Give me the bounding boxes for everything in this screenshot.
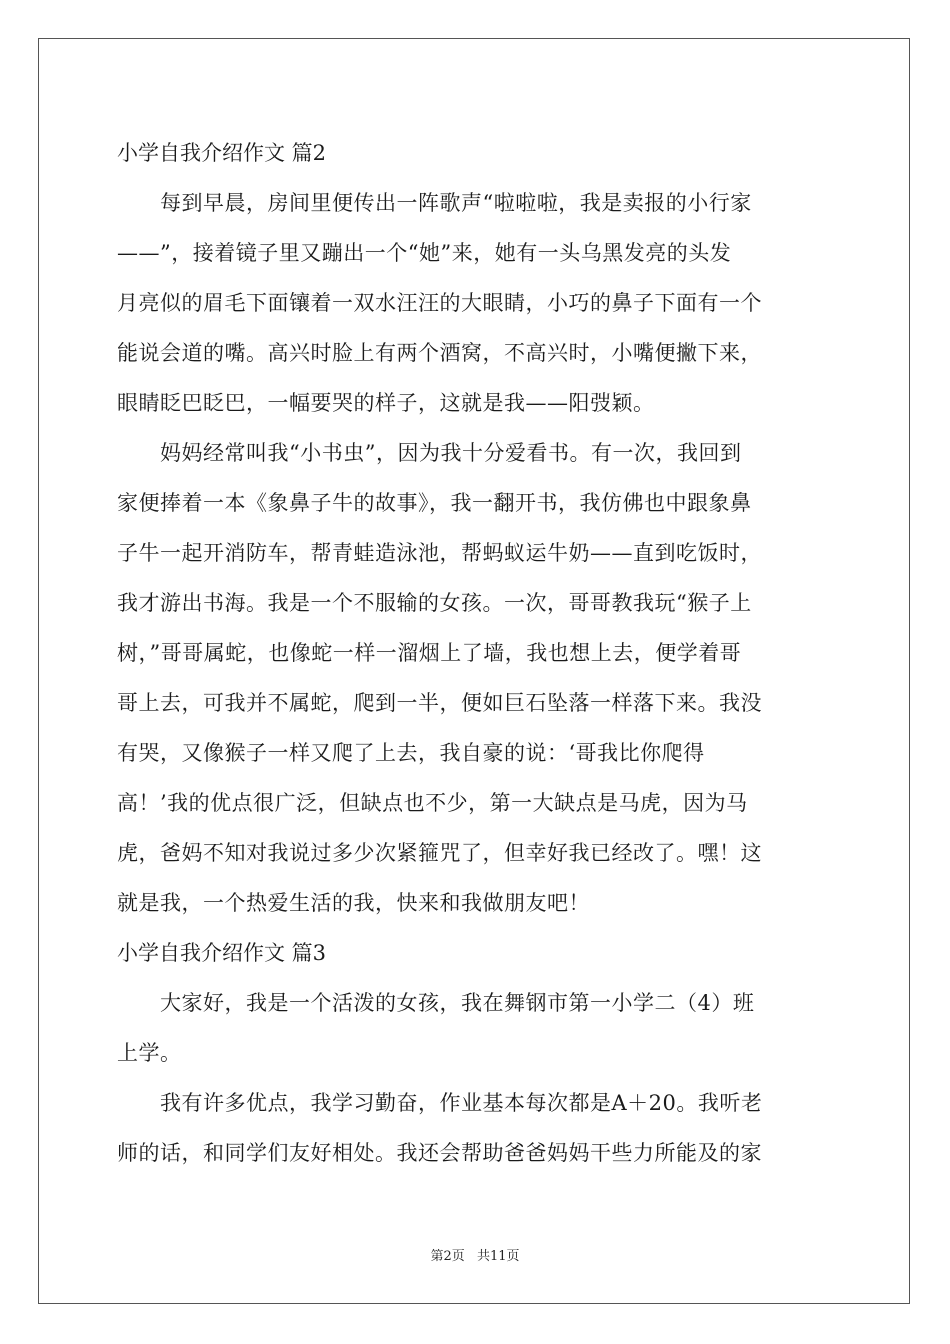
- text-line: 我才游出书海。我是一个不服输的女孩。一次，哥哥教我玩“猴子上: [117, 591, 752, 615]
- text-line: 眼睛眨巴眨巴，一幅要哭的样子，这就是我——阳弢颖。: [117, 391, 655, 415]
- text-line: 月亮似的眉毛下面镶着一双水汪汪的大眼睛，小巧的鼻子下面有一个: [117, 291, 762, 315]
- text-line: 家便捧着一本《象鼻子牛的故事》，我一翻开书，我仿佛也中跟象鼻: [117, 491, 752, 515]
- section-heading: 小学自我介绍作文 篇3: [117, 941, 327, 965]
- text-line: 大家好，我是一个活泼的女孩，我在舞钢市第一小学二（4）班: [117, 991, 755, 1015]
- text-line: ——”，接着镜子里又蹦出一个“她”来，她有一头乌黑发亮的头发: [117, 241, 732, 265]
- page-number: 第2页: [430, 1249, 465, 1264]
- text-line: 就是我，一个热爱生活的我，快来和我做朋友吧！: [117, 891, 590, 915]
- page-footer: [0, 1245, 950, 1264]
- text-line: 我有许多优点，我学习勤奋，作业基本每次都是A＋20。我听老: [117, 1091, 763, 1115]
- text-line: 子牛一起开消防车，帮青蛙造泳池，帮蚂蚁运牛奶——直到吃饭时，: [117, 541, 762, 565]
- section-heading: 小学自我介绍作文 篇2: [117, 141, 327, 165]
- text-line: 师的话，和同学们友好相处。我还会帮助爸爸妈妈干些力所能及的家: [117, 1141, 762, 1165]
- text-line: 哥上去，可我并不属蛇，爬到一半，便如巨石坠落一样落下来。我没: [117, 691, 762, 715]
- document-body: [117, 128, 833, 1178]
- text-line: 高！’我的优点很广泛，但缺点也不少，第一大缺点是马虎，因为马: [117, 791, 748, 815]
- text-line: 有哭，又像猴子一样又爬了上去，我自豪的说：‘哥我比你爬得: [117, 741, 705, 765]
- text-line: 能说会道的嘴。高兴时脸上有两个酒窝，不高兴时，小嘴便撇下来，: [117, 341, 762, 365]
- text-line: 虎，爸妈不知对我说过多少次紧箍咒了，但幸好我已经改了。嘿！这: [117, 841, 762, 865]
- page-total: 共11页: [476, 1249, 520, 1264]
- text-line: 树，”哥哥属蛇，也像蛇一样一溜烟上了墙，我也想上去，便学着哥: [117, 641, 742, 665]
- text-line: 上学。: [117, 1041, 182, 1065]
- text-line: 妈妈经常叫我“小书虫”，因为我十分爱看书。有一次，我回到: [117, 441, 742, 465]
- text-line: 每到早晨，房间里便传出一阵歌声“啦啦啦，我是卖报的小行家: [117, 191, 752, 215]
